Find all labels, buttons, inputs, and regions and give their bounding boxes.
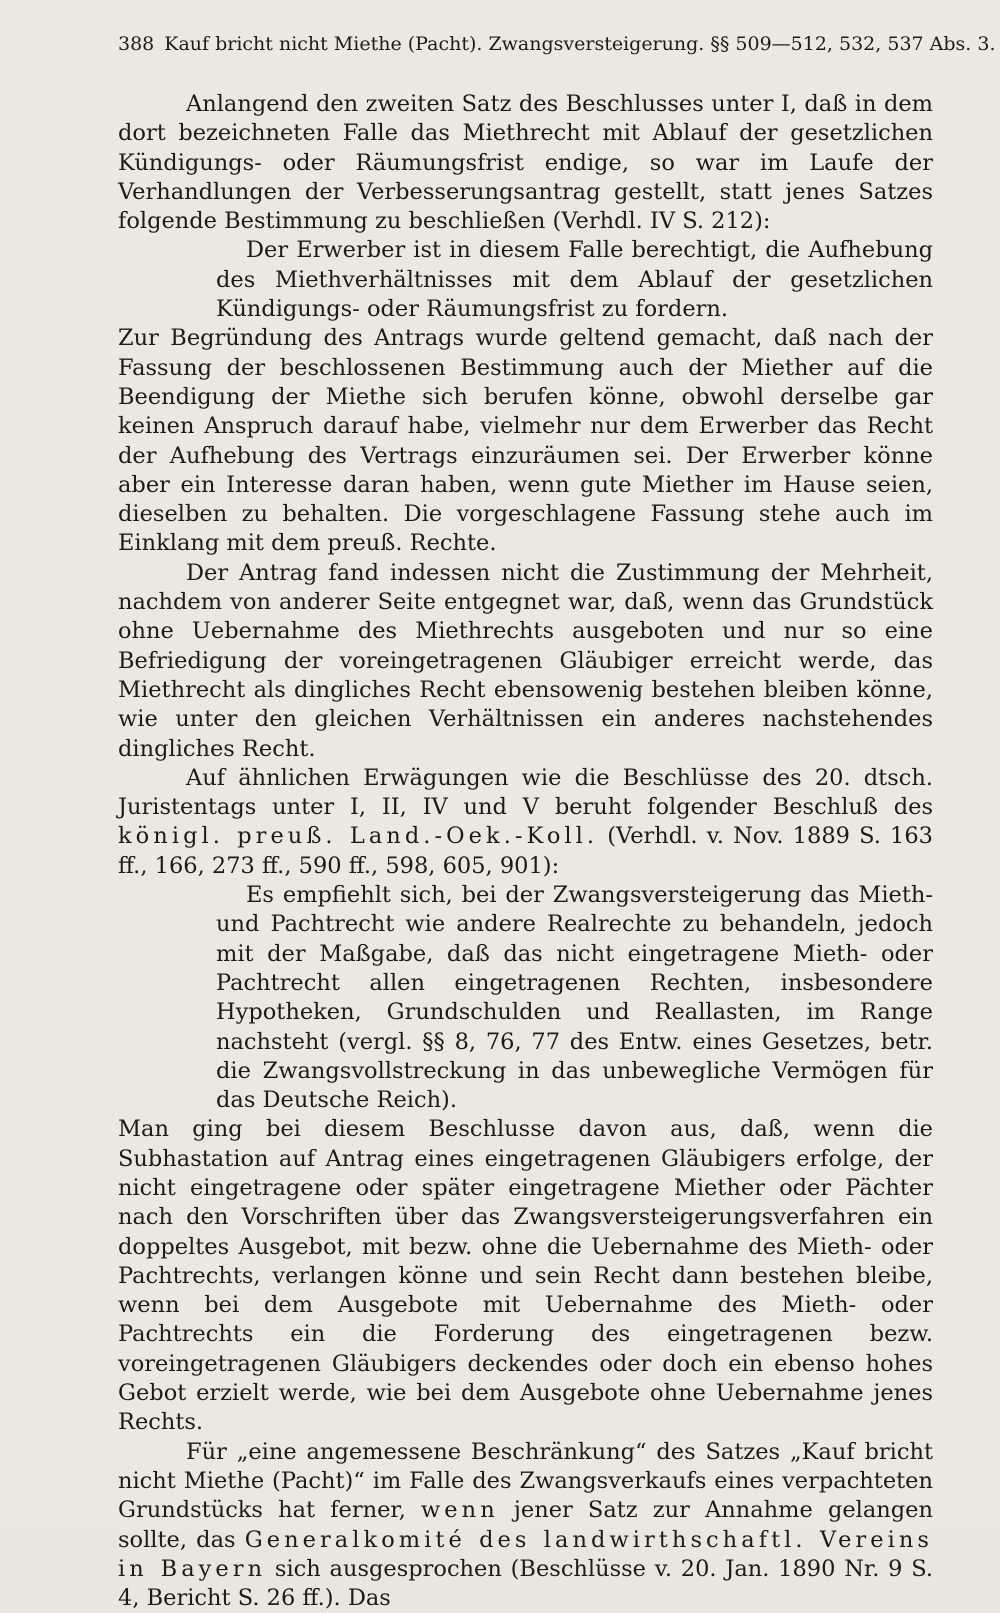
text-span: sich ausgesprochen (Beschlüsse v. 20. Jan. 1890 Nr. 9 S. 4, Bericht S. 26 ff.). Das bbox=[118, 1555, 933, 1612]
paragraph-subhastation: Man ging bei diesem Beschlusse davon aus, daß, wenn die Subhastation auf Antrag eines eingetragenen Gläubigers erfolge, der nicht eingetragene oder später eingetragene Miether oder Pächter nach den Vorschriften über das Zwangsversteigerungsverfahren ein doppeltes Ausgebot, mit bezw. ohne die Uebernahme des Mieth- oder Pachtrechts, verlangen könne und sein Recht dann bestehen bleibe, wenn bei dem Ausgebote mit Uebernahme des Mieth- oder Pachtrechts ein die Forderung des eingetragenen bezw. voreingetragenen Gläubigers deckendes oder doch ein ebenso hohes Gebot erzielt werde, wie bei dem Ausgebote ohne Uebernahme jenes Rechts. bbox=[118, 1116, 933, 1436]
text-span: Auf ähnlichen Erwägungen wie die Beschlüsse des 20. dtsch. Juristentags unter I, II, IV und V beruht folgender Beschluß des bbox=[118, 764, 933, 821]
spaced-emphasis: wenn bbox=[421, 1497, 499, 1524]
running-header bbox=[118, 30, 996, 58]
text-span: jener Satz zur Annahme gelangen sollte, das bbox=[118, 1497, 933, 1553]
spaced-emphasis: Generalkomité des landwirthschaftl. Vereins in Bayern bbox=[118, 1526, 933, 1582]
page-number: 388 bbox=[118, 33, 155, 55]
paragraph-prussian-resolution bbox=[118, 764, 933, 881]
paragraph-justification: Zur Begründung des Antrags wurde geltend gemacht, daß nach der Fassung der beschlossenen Bestimmung auch der Miether auf die Beendigung der Miethe sich berufen könne, obwohl derselbe gar keinen Anspruch darauf habe, vielmehr nur dem Erwerber das Recht der Aufhebung des Vertrags einzuräumen sei. Der Erwerber könne aber ein Interesse daran haben, wenn gute Miether im Hause seien, dieselben zu behalten. Die vorgeschlagene Fassung stehe auch im Einklang mit dem preuß. Rechte. bbox=[118, 325, 933, 557]
text-span: (Verhdl. v. Nov. 1889 S. 163 ff., 166, 273 ff., 590 ff., 598, 605, 901): bbox=[118, 823, 933, 879]
text-span: Für „eine angemessene Beschränkung“ des Satzes „Kauf bricht nicht Miethe (Pacht)“ im Falle des Zwangsverkaufs eines verpachteten Grundstücks hat ferner, bbox=[118, 1438, 933, 1524]
body-text bbox=[118, 90, 933, 1613]
spaced-emphasis: königl. preuß. Land.-Oek.-Koll. bbox=[118, 823, 599, 850]
running-title: Kauf bricht nicht Miethe (Pacht). Zwangsversteigerung. §§ 509—512, 532, 537 Abs. 3. bbox=[164, 33, 996, 55]
quoted-amendment-proposal: Der Erwerber ist in diesem Falle berechtigt, die Aufhebung des Miethverhältnisses mit dem Ablauf der gesetzlichen Kündigungs- oder Räumungsfrist zu fordern. bbox=[216, 237, 933, 323]
paragraph-rejection: Der Antrag fand indessen nicht die Zustimmung der Mehrheit, nachdem von anderer Seite entgegnet war, daß, wenn das Grundstück ohne Uebernahme des Miethrechts ausgeboten und nur so eine Befriedigung der voreingetragenen Gläubiger erreicht werde, das Miethrecht als dingliches Recht ebensowenig bestehen bleiben könne, wie unter den gleichen Verhältnissen ein anderes nachstehendes dingliches Recht. bbox=[118, 559, 933, 762]
quoted-resolution-text: Es empfiehlt sich, bei der Zwangsversteigerung das Mieth- und Pachtrecht wie andere Realrechte zu behandeln, jedoch mit der Maßgabe, daß das nicht eingetragene Mieth- oder Pachtrecht allen eingetragenen Rechten, insbesondere Hypotheken, Grundschulden und Reallasten, im Range nachsteht (vergl. §§ 8, 76, 77 des Entw. eines Gesetzes, betr. die Zwangsvollstreckung in das unbewegliche Vermögen für das Deutsche Reich). bbox=[216, 882, 933, 1114]
paragraph-bavarian-committee bbox=[118, 1438, 933, 1613]
paragraph-resolution-second-sentence: Anlangend den zweiten Satz des Beschlusses unter I, daß in dem dort bezeichneten Falle das Miethrecht mit Ablauf der gesetzlichen Kündigungs- oder Räumungsfrist endige, so war im Laufe der Verhandlungen der Verbesserungsantrag gestellt, statt jenes Satzes folgende Bestimmung zu beschließen (Verhdl. IV S. 212): bbox=[118, 91, 933, 235]
